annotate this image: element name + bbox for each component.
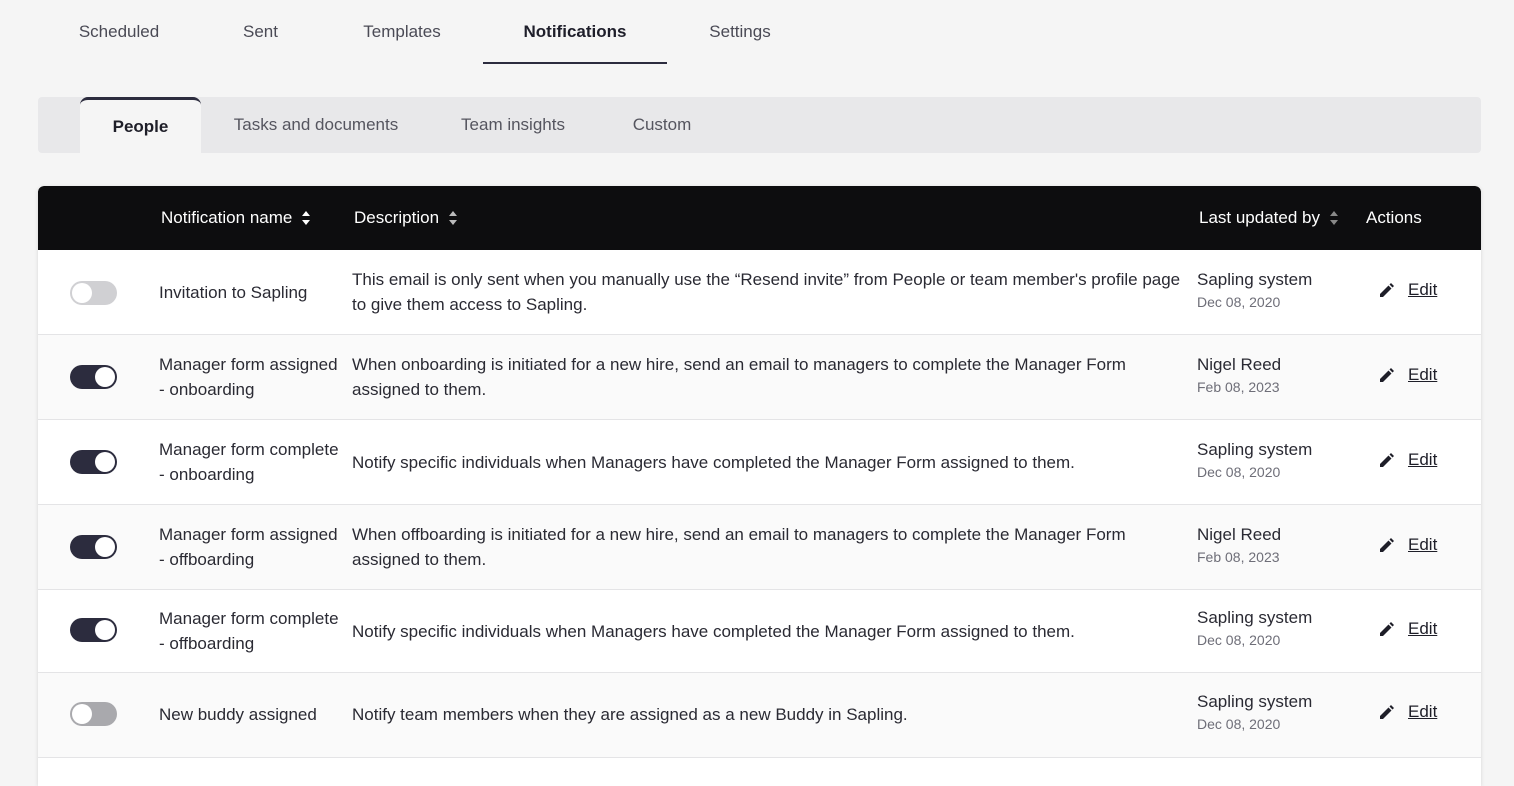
tab-settings[interactable]: Settings	[709, 22, 771, 41]
header-actions	[1366, 186, 1422, 250]
updated-by: Sapling system	[1197, 608, 1313, 627]
updated-date: Dec 08, 2020	[1197, 716, 1281, 732]
edit-button[interactable]	[1379, 535, 1437, 555]
edit-link[interactable]: Edit	[1408, 535, 1438, 554]
notification-name: Manager form complete - offboarding	[159, 609, 339, 653]
toggle-knob	[72, 704, 92, 724]
notification-description: This email is only sent when you manually use the “Resend invite” from People or team member's profile page to give them access to Sapling.	[352, 270, 1181, 314]
pencil-icon	[1379, 367, 1395, 383]
toggle-knob	[95, 452, 115, 472]
pencil-icon	[1379, 282, 1395, 298]
header-notification-name[interactable]	[161, 186, 311, 250]
header-notification-name-label: Notification name	[161, 208, 293, 227]
enable-toggle[interactable]	[70, 281, 117, 305]
tab-sent[interactable]: Sent	[243, 22, 278, 41]
notification-description: Notify specific individuals when Managers have completed the Manager Form assigned to them.	[352, 622, 1075, 641]
subtab-tasks-and-documents[interactable]: Tasks and documents	[233, 115, 399, 134]
updated-by: Nigel Reed	[1197, 525, 1282, 544]
updated-date: Dec 08, 2020	[1197, 464, 1281, 480]
pencil-icon	[1379, 704, 1395, 720]
enable-toggle[interactable]	[70, 702, 117, 726]
last-updated	[1197, 352, 1347, 397]
pencil-icon	[1379, 621, 1395, 637]
table-header	[38, 186, 1481, 250]
tab-scheduled[interactable]: Scheduled	[78, 22, 160, 41]
table-row	[38, 250, 1481, 335]
pencil-icon	[1379, 537, 1395, 553]
enable-toggle[interactable]	[70, 365, 117, 389]
table-row	[38, 673, 1481, 758]
edit-link[interactable]: Edit	[1408, 450, 1438, 469]
enable-toggle[interactable]	[70, 450, 117, 474]
last-updated	[1197, 437, 1347, 482]
header-description[interactable]	[354, 186, 458, 250]
edit-button[interactable]	[1379, 280, 1437, 300]
updated-date: Dec 08, 2020	[1197, 294, 1281, 310]
edit-button[interactable]	[1379, 365, 1437, 385]
toggle-knob	[72, 283, 92, 303]
notification-name: Invitation to Sapling	[159, 283, 308, 302]
updated-by: Sapling system	[1197, 692, 1313, 711]
updated-by: Sapling system	[1197, 440, 1313, 459]
sub-tabs	[38, 97, 1481, 153]
toggle-knob	[95, 537, 115, 557]
edit-button[interactable]	[1379, 450, 1437, 470]
tab-templates[interactable]: Templates	[363, 22, 441, 41]
edit-link[interactable]: Edit	[1408, 702, 1438, 721]
notification-name: Manager form assigned - onboarding	[159, 355, 338, 399]
toggle-knob	[95, 367, 115, 387]
edit-link[interactable]: Edit	[1408, 280, 1438, 299]
updated-date: Feb 08, 2023	[1197, 379, 1280, 395]
edit-button[interactable]	[1379, 702, 1437, 722]
header-actions-label: Actions	[1366, 208, 1422, 227]
notification-description: When onboarding is initiated for a new hire, send an email to managers to complete the Manager Form assigned to them.	[352, 355, 1126, 399]
header-last-updated-label: Last updated by	[1199, 208, 1320, 227]
subtab-team-insights[interactable]: Team insights	[461, 115, 565, 134]
notification-description: When offboarding is initiated for a new hire, send an email to managers to complete the Manager Form assigned to them.	[352, 525, 1126, 569]
last-updated	[1197, 605, 1347, 650]
notification-description: Notify team members when they are assigned as a new Buddy in Sapling.	[352, 705, 908, 724]
table-row	[38, 420, 1481, 505]
notifications-table	[38, 186, 1481, 786]
table-row	[38, 335, 1481, 420]
last-updated	[1197, 689, 1347, 734]
notification-description: Notify specific individuals when Managers have completed the Manager Form assigned to them.	[352, 453, 1075, 472]
notification-name: Manager form complete - onboarding	[159, 440, 339, 484]
sort-icon	[301, 209, 311, 227]
subtab-people[interactable]: People	[80, 97, 201, 153]
edit-button[interactable]	[1379, 619, 1437, 639]
sort-icon	[448, 209, 458, 227]
updated-by: Sapling system	[1197, 270, 1313, 289]
enable-toggle[interactable]	[70, 618, 117, 642]
edit-link[interactable]: Edit	[1408, 365, 1438, 384]
subtab-custom[interactable]: Custom	[632, 115, 692, 134]
last-updated	[1197, 522, 1347, 567]
updated-by: Nigel Reed	[1197, 355, 1282, 374]
notification-name: New buddy assigned	[159, 705, 317, 724]
table-row	[38, 590, 1481, 673]
top-tabs	[38, 0, 798, 64]
sort-icon	[1329, 209, 1339, 227]
last-updated	[1197, 267, 1347, 312]
enable-toggle[interactable]	[70, 535, 117, 559]
tab-notifications[interactable]: Notifications	[483, 0, 667, 64]
table-row	[38, 505, 1481, 590]
notification-name: Manager form assigned - offboarding	[159, 525, 338, 569]
edit-link[interactable]: Edit	[1408, 619, 1438, 638]
toggle-knob	[95, 620, 115, 640]
pencil-icon	[1379, 452, 1395, 468]
updated-date: Dec 08, 2020	[1197, 632, 1281, 648]
header-description-label: Description	[354, 208, 440, 227]
updated-date: Feb 08, 2023	[1197, 549, 1280, 565]
header-last-updated-by[interactable]	[1199, 186, 1339, 250]
